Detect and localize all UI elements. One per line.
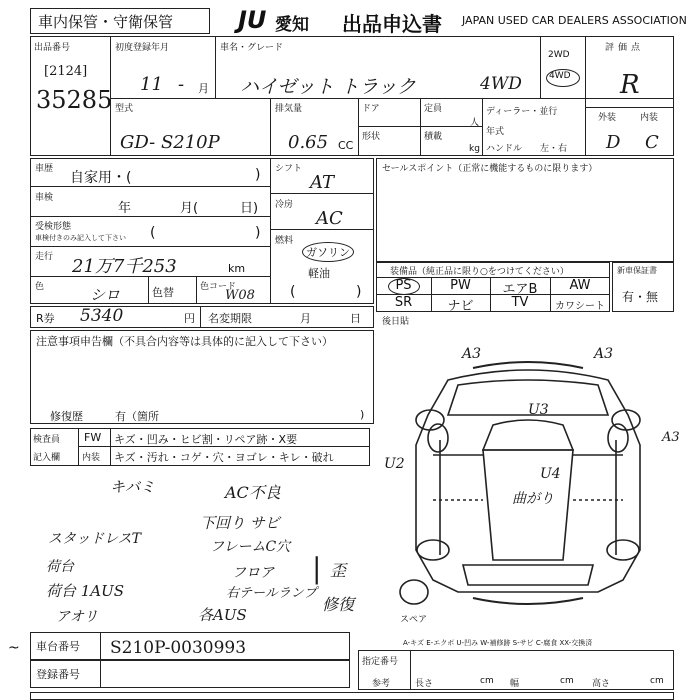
name-change-day: 日 [350,312,361,325]
mark-u3-hood: U3 [528,402,549,418]
history-value: 自家用・( [70,170,132,186]
margin-mark: ~ [8,640,20,656]
received-close: ) [255,225,261,241]
note-bracket-line: | [312,552,322,585]
chassis-label: 車台番号 [36,640,80,653]
exterior-grade: D [606,132,621,153]
reg-month: 月 [198,82,209,95]
size-height-unit: cm [650,676,664,686]
year-label: 年式 [486,127,505,137]
dealer-label: ディーラー・並行 [486,107,558,117]
note-floor: フロア [232,565,274,581]
handle-label: ハンドル [486,144,523,154]
storage-label: 車内保管・守衛保管 [38,13,174,31]
exterior-label: 外装 [598,113,617,123]
size-height: 高さ [592,679,611,689]
inspection-day: 日) [240,201,259,216]
mark-bend: 曲がり [512,491,554,507]
history-label: 車歴 [35,164,54,174]
repair-label: 修復歴 [50,410,83,423]
load-label: 積載 [424,132,443,142]
note-tailgate: アオリ [56,609,98,625]
score-value: R [620,70,640,100]
size-length: 長さ [415,679,434,689]
recycle-value: 5340 [80,306,124,326]
registration-label: 登録番号 [36,668,80,681]
interior-label: 内装 [640,113,659,123]
mark-u2-left: U2 [384,456,405,472]
repair-value: 有（箇所 [115,410,159,423]
fuel-paren-close: ) [356,284,362,300]
size-width: 幅 [510,679,520,689]
model-value: ハイゼット トラック [240,76,416,98]
fuel-paren-open: ( [290,284,296,300]
name-change-month: 月 [300,312,311,325]
size-label: 指定番号 [362,657,399,667]
damage-legend: A-キズ E-エクボ U-凹み W-補修跡 S-サビ C-腐食 XX-交換済 [403,639,593,647]
shift-label: シフト [275,164,303,174]
mark-a3-side: A3 [662,430,680,445]
reg-year: 11 [140,74,163,95]
color-label: 色 [35,282,45,292]
shift-value: AT [310,172,335,193]
lot-label: 出品番号 [34,43,71,53]
note-repaired: 修復 [322,595,355,614]
association-name: JAPAN USED CAR DEALERS ASSOCIATION [462,14,687,27]
note-studless: スタッドレスT [48,531,141,547]
note-each-aus: 各AUS [198,606,247,624]
fw-options: キズ・凹み・ヒビ割・リペア跡・X要 [114,433,298,446]
mark-a3-front-right: A3 [594,346,614,362]
color-code-value: W08 [225,288,255,303]
mark-u4-bed: U4 [540,466,561,482]
form-title: 出品申込書 [342,12,442,36]
checker-label: 検査員 [33,435,61,445]
history-close: ) [255,167,261,183]
inspection-month: 月( [180,201,199,216]
warranty-label: 新車保証書 [617,266,657,275]
equip-navi: ナビ [447,299,474,314]
equip-aw: AW [569,278,591,293]
displacement-label: 排気量 [275,104,303,114]
handle-options: 左・右 [540,144,568,154]
ac-label: 冷房 [275,200,294,210]
logo-text: 愛知 [275,15,309,35]
entry-label: 記入欄 [33,453,61,463]
drive-2wd: 2WD [548,50,570,60]
note-yellowing: キバミ [110,478,156,496]
displacement-value: 0.65 [288,132,329,153]
received-label: 受検形態 [35,222,72,232]
fw-label: FW [84,431,102,444]
mileage-value: 21万7千253 [72,256,177,277]
mileage-label: 走行 [35,252,54,262]
interior-options: キズ・汚れ・コゲ・穴・ヨゴレ・キレ・破れ [114,451,334,464]
fuel-label: 燃料 [275,236,294,246]
ac-value: AC [316,208,343,229]
fuel-gasoline: ガソリン [306,246,350,259]
equipment-label: 装備品（純正品に限り○をつけてください） [390,267,569,277]
size-width-unit: cm [560,676,574,686]
load-unit: kg [469,144,480,154]
note-bed: 荷台 [46,559,74,575]
capacity-unit: 人 [470,118,480,128]
name-change-label: 名変期限 [208,312,252,325]
type-value: GD- S210P [120,132,220,153]
type-label: 型式 [115,104,134,114]
interior-grade: C [645,132,659,153]
note-underbody-rust: 下回り サビ [200,514,280,532]
equip-sr: SR [394,295,413,310]
mileage-unit: km [228,262,246,275]
fuel-diesel: 軽油 [308,267,330,280]
received-open: ( [150,225,156,241]
color-value: シロ [90,286,121,304]
color-code-label: 色コード [200,282,237,292]
color-change-label: 色替 [152,286,174,299]
door-label: ドア [362,104,380,114]
equip-pw: PW [450,278,471,293]
shape-label: 形状 [362,132,381,142]
ju-logo: JU [238,6,267,34]
equip-tv: TV [511,295,529,310]
recycle-unit: 円 [184,312,195,325]
reg-dash: - [178,74,185,95]
sales-point-label: セールスポイント（正常に機能するものに限ります） [382,164,598,174]
equip-ps: PS [395,278,412,293]
model-drive: 4WD [480,74,522,94]
capacity-label: 定員 [424,104,443,114]
lot-number: 35285 [36,86,113,114]
equip-leather-seat: カワシート [555,301,605,312]
warranty-options: 有・無 [622,290,659,304]
note-bed-aus: 荷台 1AUS [46,582,125,600]
received-note: 車検付きのみ記入して下さい [35,234,126,242]
note-frame-hole: フレームC穴 [210,539,291,555]
recycle-label: R券 [36,312,55,325]
mark-a3-front-left: A3 [462,346,482,362]
spare-label: スペア [400,615,428,625]
note-distortion: 歪 [330,561,347,580]
note-ac-defect: AC不良 [225,483,281,502]
inspection-label: 車検 [35,193,54,203]
chassis-value: S210P-0030993 [110,638,247,658]
size-length-unit: cm [480,676,494,686]
displacement-unit: CC [338,139,354,152]
score-label: 評価点 [605,43,645,53]
notes-label: 注意事項申告欄（不具合内容等は具体的に記入して下さい） [36,335,333,348]
inspection-year: 年 [118,201,132,216]
repair-close: ) [360,408,365,421]
note-right-tail: 右テールランプ [226,586,317,601]
drive-4wd: 4WD [549,71,571,81]
equip-airbag: エアB [502,282,538,297]
footer-strip [30,692,674,700]
model-label: 車名・グレード [220,43,284,53]
vehicle-damage-diagram [378,330,678,622]
lot-bracket: [2124] [44,64,88,79]
size-ref: 参考 [372,679,391,689]
after-fit-label: 後日貼 [382,317,410,327]
interior-entry-label: 内装 [82,453,101,463]
reg-label: 初度登録年月 [115,43,170,53]
